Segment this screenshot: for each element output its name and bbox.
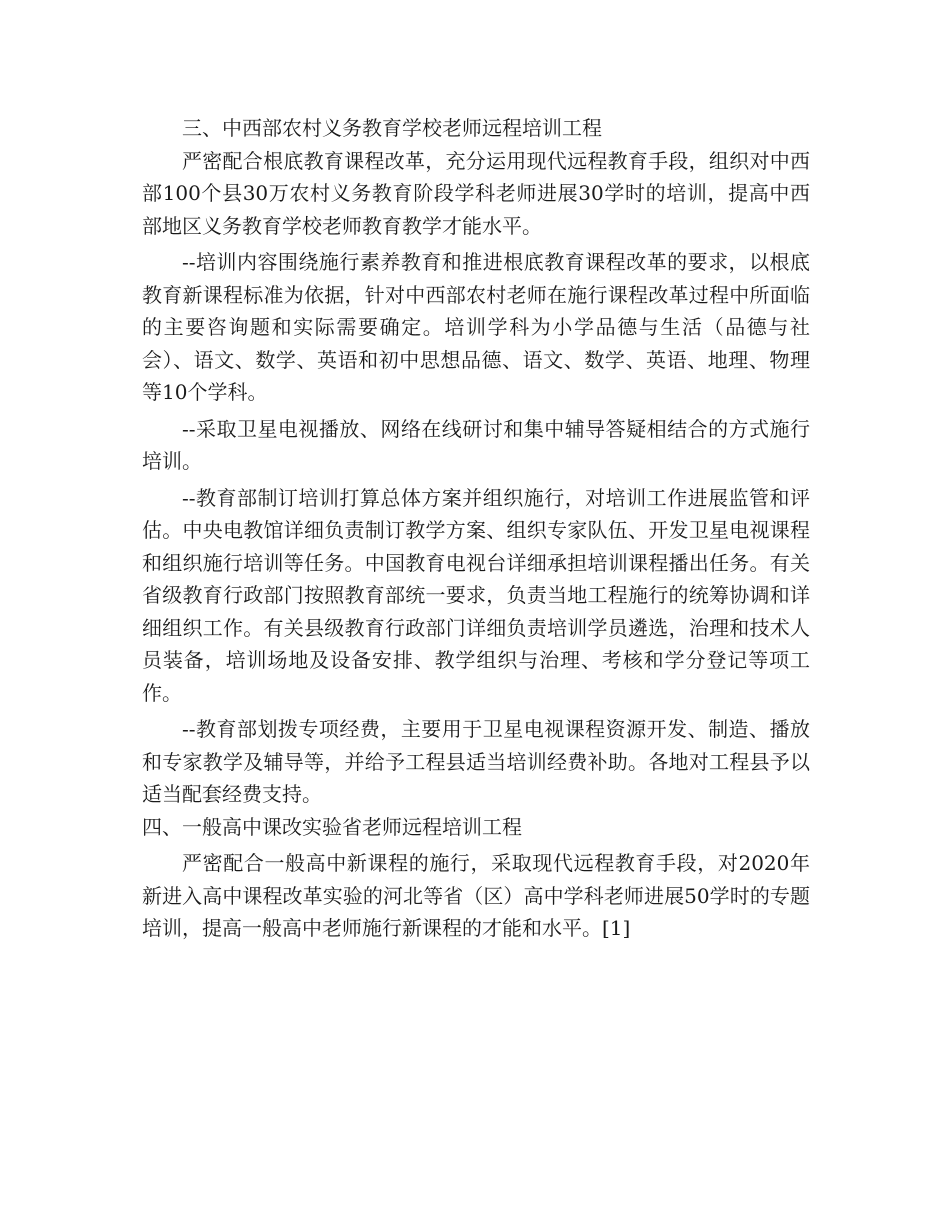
- section-3-paragraph-1: 严密配合根底教育课程改革，充分运用现代远程教育手段，组织对中西部100个县30万农村义务教育阶段学科老师进展30学时的培训，提高中西部地区义务教育学校老师教育教学才能水平。: [142, 148, 810, 238]
- document-page: [142, 112, 810, 945]
- section-3-paragraph-5: --教育部划拨专项经费，主要用于卫星电视课程资源开发、制造、播放和专家教学及辅导等，并给予工程县适当培训经费补助。各地对工程县予以适当配套经费支持。: [142, 717, 810, 806]
- section-3-paragraph-2: --培训内容围绕施行素养教育和推进根底教育课程改革的要求，以根底教育新课程标准为依据，针对中西部农村老师在施行课程改革过程中所面临的主要咨询题和实际需要确定。培训学科为小学品德与生活（品德与社会）、语文、数学、英语和初中思想品德、语文、数学、英语、地理、物理等10个学科。: [142, 250, 810, 404]
- section-4-paragraph-1: 严密配合一般高中新课程的施行，采取现代远程教育手段，对2020年新进入高中课程改革实验的河北等省（区）高中学科老师进展50学时的专题培训，提高一般高中老师施行新课程的才能和水平。[1]: [142, 851, 810, 940]
- section-3-title: 三、中西部农村义务教育学校老师远程培训工程: [182, 116, 602, 140]
- section-3-paragraph-4: --教育部制订培训打算总体方案并组织施行，对培训工作进展监管和评估。中央电教馆详细负责制订教学方案、组织专家队伍、开发卫星电视课程和组织施行培训等任务。中国教育电视台详细承担培训课程播出任务。有关省级教育行政部门按照教育部统一要求，负责当地工程施行的统筹协调和详细组织工作。有关县级教育行政部门详细负责培训学员遴选，治理和技术人员装备，培训场地及设备安排、教学组织与治理、考核和学分登记等项工作。: [142, 485, 810, 705]
- section-4-title: 四、一般高中课改实验省老师远程培训工程: [142, 814, 522, 839]
- section-3-paragraph-3: --采取卫星电视播放、网络在线研讨和集中辅导答疑相结合的方式施行培训。: [142, 416, 810, 473]
